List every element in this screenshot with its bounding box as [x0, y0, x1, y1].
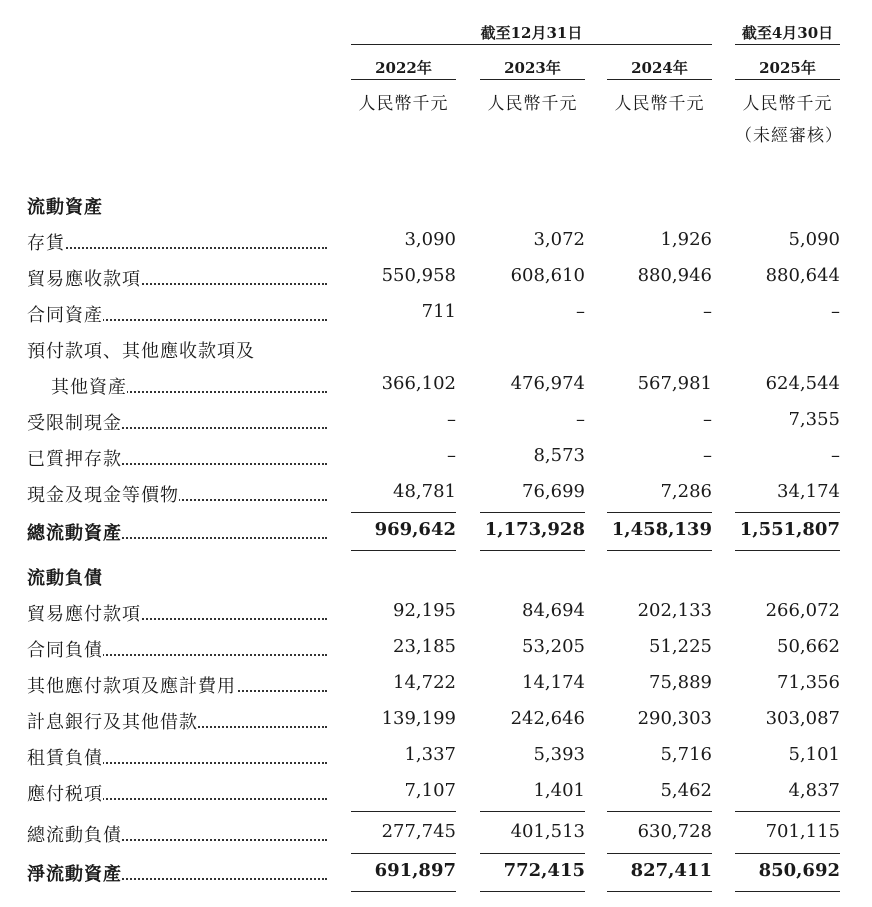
row-value: 8,573: [533, 445, 585, 466]
section-current-liabilities: 流動負債: [27, 568, 103, 589]
subtotal-rule: [351, 853, 456, 854]
row-label: 現金及現金等價物: [27, 481, 327, 507]
subtotal-rule: [607, 512, 712, 513]
row-label: 其他應付款項及應計費用: [27, 672, 327, 698]
row-label: 貿易應付款項: [27, 600, 327, 626]
subtotal-rule: [351, 811, 456, 812]
subtotal-rule: [480, 811, 585, 812]
unit-label: 人民幣千元: [742, 94, 833, 114]
row-label: 總流動資產: [27, 519, 327, 545]
row-value: 1,337: [404, 744, 456, 765]
row-value: 827,411: [630, 860, 712, 881]
row-value: 1,926: [660, 229, 712, 250]
row-value: 550,958: [381, 265, 456, 286]
row-value: 303,087: [765, 708, 840, 729]
row-value: 76,699: [522, 481, 585, 502]
row-value: 75,889: [649, 672, 712, 693]
table-row: [0, 744, 872, 780]
row-value: –: [703, 409, 712, 430]
section-current-assets: 流動資產: [27, 197, 103, 218]
row-value: 691,897: [374, 860, 456, 881]
year-2022: 2022年: [375, 59, 432, 77]
total-rule: [480, 891, 585, 892]
row-label: 合同資產: [27, 301, 327, 327]
row-value: 711: [421, 301, 456, 322]
total-rule: [351, 891, 456, 892]
row-value: 139,199: [381, 708, 456, 729]
row-value: –: [703, 445, 712, 466]
row-value: 880,644: [765, 265, 840, 286]
row-value: 5,462: [660, 780, 712, 801]
row-label: 合同負債: [27, 636, 327, 662]
row-value: 48,781: [393, 481, 456, 502]
row-label: 租賃負債: [27, 744, 327, 770]
total-rule: [607, 550, 712, 551]
row-value: 880,946: [637, 265, 712, 286]
row-value: 202,133: [637, 600, 712, 621]
subtotal-rule: [480, 853, 585, 854]
row-value: –: [576, 301, 585, 322]
row-value: 14,174: [522, 672, 585, 693]
row-value: 772,415: [503, 860, 585, 881]
table-row: [0, 265, 872, 301]
unit-label: 人民幣千元: [487, 94, 578, 114]
unaudited-note: （未經審核）: [735, 126, 843, 146]
table-row: [0, 445, 872, 481]
year-2023: 2023年: [504, 59, 561, 77]
table-row: [0, 229, 872, 265]
row-value: 5,101: [788, 744, 840, 765]
row-value: 4,837: [788, 780, 840, 801]
row-value: 277,745: [381, 821, 456, 842]
row-value: 1,551,807: [739, 519, 840, 540]
subtotal-rule: [735, 512, 840, 513]
row-value: 290,303: [637, 708, 712, 729]
row-value: 84,694: [522, 600, 585, 621]
row-value: –: [703, 301, 712, 322]
row-value: –: [831, 445, 840, 466]
unit-label: 人民幣千元: [614, 94, 705, 114]
row-value: –: [576, 409, 585, 430]
subtotal-rule: [607, 811, 712, 812]
row-value: –: [447, 409, 456, 430]
row-value: 7,107: [404, 780, 456, 801]
row-value: 3,072: [533, 229, 585, 250]
table-row: [0, 301, 872, 337]
row-value: 3,090: [404, 229, 456, 250]
row-label: 預付款項、其他應收款項及: [27, 341, 255, 362]
year-rule: [735, 79, 840, 80]
header-group-dec31-rule: [351, 44, 712, 45]
row-value: –: [831, 301, 840, 322]
subtotal-rule: [735, 811, 840, 812]
total-row: [0, 821, 872, 857]
row-value: 5,716: [660, 744, 712, 765]
unit-label: 人民幣千元: [358, 94, 449, 114]
row-value: 969,642: [374, 519, 456, 540]
subtotal-rule: [735, 853, 840, 854]
total-rule: [480, 550, 585, 551]
row-value: 366,102: [381, 373, 456, 394]
row-label: 已質押存款: [27, 445, 327, 471]
row-label: 淨流動資產: [27, 860, 327, 886]
table-row: [0, 636, 872, 672]
year-rule: [607, 79, 712, 80]
row-value: –: [447, 445, 456, 466]
header-group-apr30: 截至4月30日: [741, 24, 834, 42]
total-rule: [351, 550, 456, 551]
row-value: 7,355: [788, 409, 840, 430]
row-label: 總流動負債: [27, 821, 327, 847]
row-value: 34,174: [777, 481, 840, 502]
row-value: 14,722: [393, 672, 456, 693]
total-rule: [735, 891, 840, 892]
header-group-apr30-rule: [735, 44, 840, 45]
year-rule: [480, 79, 585, 80]
row-value: 701,115: [765, 821, 840, 842]
table-row: [0, 337, 872, 373]
row-value: 242,646: [510, 708, 585, 729]
row-value: 630,728: [637, 821, 712, 842]
subtotal-rule: [351, 512, 456, 513]
header-group-dec31: 截至12月31日: [480, 24, 583, 42]
row-value: 7,286: [660, 481, 712, 502]
subtotal-rule: [607, 853, 712, 854]
row-value: 50,662: [777, 636, 840, 657]
row-value: 608,610: [510, 265, 585, 286]
row-value: 567,981: [637, 373, 712, 394]
table-row: [0, 409, 872, 445]
row-value: 266,072: [765, 600, 840, 621]
row-value: 92,195: [393, 600, 456, 621]
table-row: [0, 708, 872, 744]
table-row: [0, 373, 872, 409]
row-value: 1,458,139: [611, 519, 712, 540]
row-value: 5,393: [533, 744, 585, 765]
row-value: 71,356: [777, 672, 840, 693]
total-rule: [735, 550, 840, 551]
row-value: 5,090: [788, 229, 840, 250]
row-label: 存貨: [27, 229, 327, 255]
row-value: 53,205: [522, 636, 585, 657]
row-label: 貿易應收款項: [27, 265, 327, 291]
subtotal-rule: [480, 512, 585, 513]
table-row: [0, 672, 872, 708]
row-value: 51,225: [649, 636, 712, 657]
row-value: 624,544: [765, 373, 840, 394]
row-label: 受限制現金: [27, 409, 327, 435]
year-2024: 2024年: [631, 59, 688, 77]
row-label: 其他資產: [51, 373, 327, 399]
row-value: 1,401: [533, 780, 585, 801]
row-label: 應付税項: [27, 780, 327, 806]
row-value: 401,513: [510, 821, 585, 842]
row-value: 1,173,928: [484, 519, 585, 540]
row-value: 476,974: [510, 373, 585, 394]
table-row: [0, 600, 872, 636]
row-label: 計息銀行及其他借款: [27, 708, 327, 734]
row-value: 23,185: [393, 636, 456, 657]
total-rule: [607, 891, 712, 892]
year-2025: 2025年: [759, 59, 816, 77]
row-value: 850,692: [758, 860, 840, 881]
year-rule: [351, 79, 456, 80]
